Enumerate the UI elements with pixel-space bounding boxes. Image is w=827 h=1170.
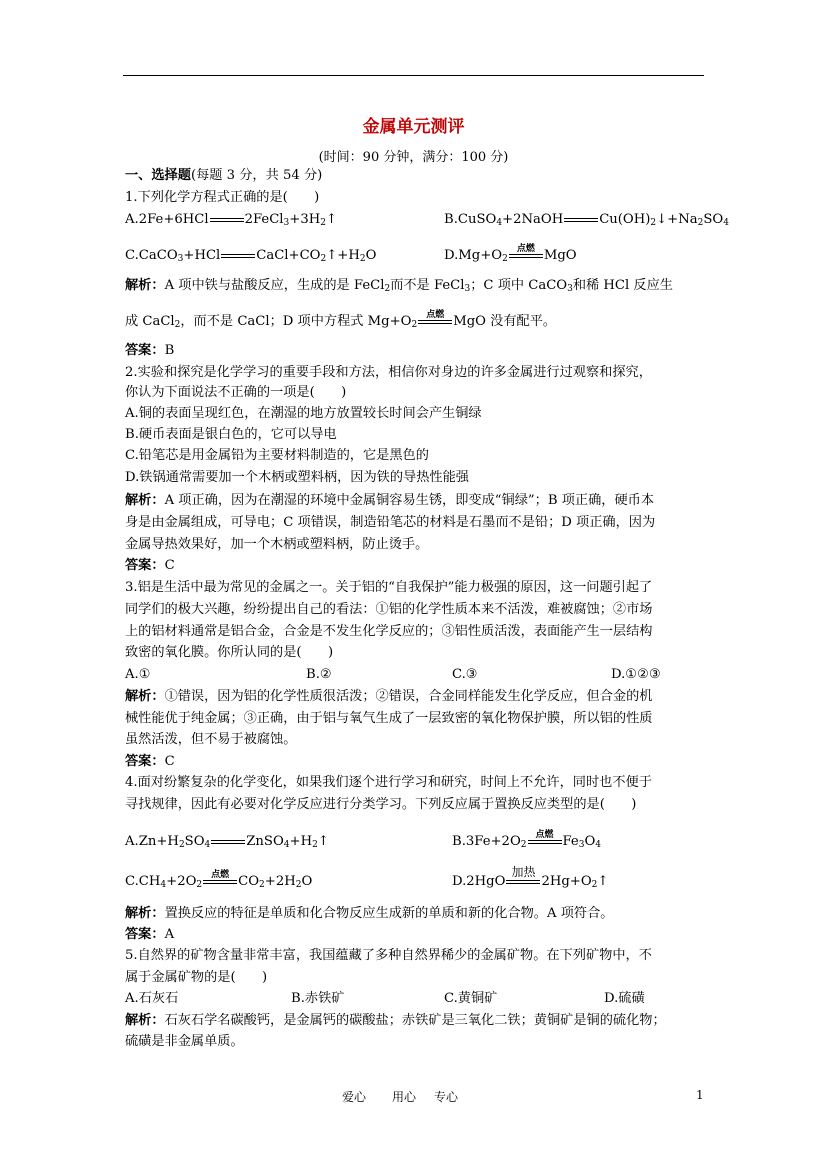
q4-option-d: D.2HgO 加热 $2Hg+O_2↑$	[452, 864, 609, 890]
q3-analysis-1: 解析：①错误，因为铝的化学性质很活泼；②错误，合金同样能发生化学反应，但合金的机	[125, 689, 653, 704]
q2-stem-1: 2.实验和探究是化学学习的重要手段和方法，相信你对身边的许多金属进行过观察和探究，	[125, 365, 652, 380]
footer-motto-1: 爱心	[342, 1090, 367, 1104]
q4-analysis: 解析：置换反应的特征是单质和化合物反应生成新的单质和新的化合物。A 项符合。	[125, 906, 614, 921]
page-title: 金属单元测评	[362, 117, 465, 137]
q5-option-c: C.黄铜矿	[444, 991, 498, 1006]
q2-option-b: B.硬币表面是银白色的，它可以导电	[125, 427, 337, 442]
q5-stem-1: 5.自然界的矿物含量非常丰富，我国蕴藏了多种自然界稀少的金属矿物。在下列矿物中，不	[125, 948, 652, 963]
q1-option-d: $D.Mg+O_2$ 点燃 MgO	[444, 243, 577, 264]
q1-analysis-1: 解析：A 项中铁与盐酸反应，生成的是 FeCl$_2$而不是 FeCl$_3$；C 项中 CaCO$_3$和稀 HCl 反应生	[125, 278, 673, 294]
footer-motto-3: 专心	[434, 1090, 459, 1104]
q1-option-c: C.CaCO$_3$+HCl $CaCl+CO_2↑+H_2O$	[125, 248, 377, 264]
q3-option-d: D.①②③	[611, 667, 661, 682]
q5-analysis-2: 硫磺是非金属单质。	[125, 1034, 244, 1049]
q5-option-d: D.硫磺	[604, 991, 645, 1006]
q2-stem-2: 你认为下面说法不正确的一项是( )	[125, 385, 347, 400]
page-subtitle: (时间：90 分钟，满分：100 分)	[318, 150, 509, 165]
q3-answer: 答案：C	[125, 754, 175, 769]
q3-stem-2: 同学们的极大兴趣，纷纷提出自己的看法：①铝的化学性质本来不活泼，难被腐蚀；②市场	[125, 602, 653, 617]
q2-analysis-3: 金属导热效果好，加一个木柄或塑料柄，防止烫手。	[125, 537, 429, 552]
q4-option-a: $A.Zn+H_2SO_4$ $ZnSO_4+H_2↑$	[125, 834, 329, 850]
q3-option-b: B.②	[306, 667, 332, 682]
header-rule	[123, 75, 704, 76]
q2-analysis-2: 身是由金属组成，可导电；C 项错误，制造铅笔芯的材料是石墨而不是铅；D 项正确，因为	[125, 515, 656, 530]
q1-stem: 1.下列化学方程式正确的是( )	[125, 190, 320, 205]
q5-option-b: B.赤铁矿	[291, 991, 345, 1006]
q3-stem-1: 3.铝是生活中最为常见的金属之一。关于铝的“自我保护”能力极强的原因，这一问题引起了	[125, 580, 653, 595]
page-number: 1	[696, 1088, 704, 1102]
q2-option-a: A.铜的表面呈现红色，在潮湿的地方放置较长时间会产生铜绿	[125, 406, 482, 421]
q3-analysis-3: 虽然活泼，但不易于被腐蚀。	[125, 732, 297, 747]
section-heading: 一、选择题(每题 3 分，共 54 分)	[125, 168, 323, 183]
q2-analysis-1: 解析：A 项正确，因为在潮湿的环境中金属铜容易生锈，即变成“铜绿”；B 项正确，硬币本	[125, 493, 655, 508]
q1-option-b: B.CuSO$_4$+2NaOH $Cu(OH)_2↓+Na_2SO_4$	[444, 212, 729, 228]
q2-option-c: C.铅笔芯是用金属铅为主要材料制造的，它是黑色的	[125, 448, 429, 463]
q1-option-a: A.2Fe+6HCl $2FeCl_3+3H_2↑$	[125, 212, 338, 228]
q3-analysis-2: 械性能优于纯金属；③正确，由于铝与氧气生成了一层致密的氧化物保护膜，所以铝的性质	[125, 711, 653, 726]
footer-motto-2: 用心	[392, 1090, 417, 1104]
q3-option-c: C.③	[452, 667, 478, 682]
q3-option-a: A.①	[125, 667, 151, 682]
q5-stem-2: 属于金属矿物的是( )	[125, 970, 268, 985]
q1-analysis-2: 成 CaCl$_2$，而不是 CaCl；D 项中方程式 $Mg+O_2$ 点燃 MgO 没有配平。	[125, 309, 557, 330]
q2-answer: 答案：C	[125, 558, 175, 573]
q4-option-b: $B.3Fe+2O_2$ 点燃 $Fe_3O_4$	[452, 829, 602, 850]
q5-option-a: A.石灰石	[125, 991, 179, 1006]
q4-stem-2: 寻找规律，因此有必要对化学反应进行分类学习。下列反应属于置换反应类型的是( )	[125, 797, 637, 812]
q4-option-c: $C.CH_4+2O_2$ 点燃 $CO_2+2H_2O$	[125, 869, 313, 890]
q3-stem-3: 上的铝材料通常是铝合金，合金是不发生化学反应的；③铝性质活泼，表面能产生一层结构	[125, 624, 653, 639]
q2-option-d: D.铁锅通常需要加一个木柄或塑料柄，因为铁的导热性能强	[125, 470, 469, 485]
q5-analysis-1: 解析：石灰石学名碳酸钙，是金属钙的碳酸盐；赤铁矿是三氧化二铁；黄铜矿是铜的硫化物；	[125, 1013, 666, 1028]
q4-stem-1: 4.面对纷繁复杂的化学变化，如果我们逐个进行学习和研究，时间上不允许，同时也不便于	[125, 775, 652, 790]
q4-answer: 答案：A	[125, 927, 175, 942]
q1-answer: 答案：B	[125, 343, 175, 358]
q3-stem-4: 致密的氧化膜。你所认同的是( )	[125, 645, 334, 660]
